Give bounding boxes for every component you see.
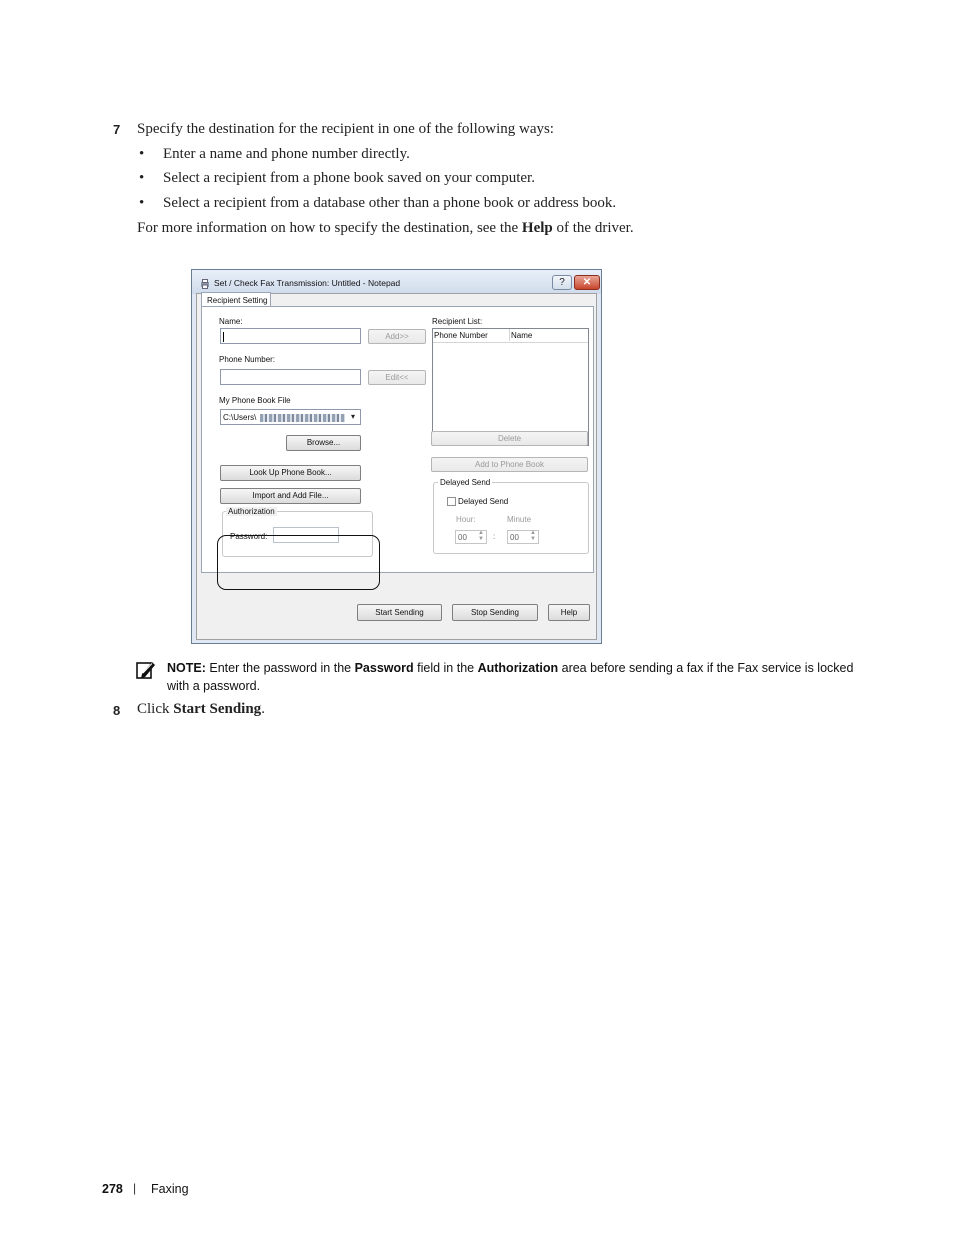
delayed-send-checkbox[interactable] [447, 497, 456, 506]
column-divider [509, 329, 510, 341]
import-add-file-button[interactable]: Import and Add File... [220, 488, 361, 504]
bullet-mark: • [139, 195, 145, 211]
recipient-list[interactable] [432, 328, 589, 446]
dialog-title: Set / Check Fax Transmission: Untitled - Notepad [214, 278, 401, 288]
help-question-button[interactable]: ? [552, 275, 572, 290]
name-input[interactable] [220, 328, 361, 344]
browse-button[interactable]: Browse... [286, 435, 361, 451]
edit-button[interactable]: Edit<< [368, 370, 426, 385]
dialog-title-bar [192, 270, 601, 294]
delayed-send-group [433, 478, 589, 554]
step-7-text: Specify the destination for the recipient in one of the following ways: [137, 121, 554, 137]
delete-button[interactable]: Delete [431, 431, 588, 446]
authorization-label: Authorization [228, 507, 275, 516]
delayed-send-checkbox-label: Delayed Send [458, 497, 509, 506]
name-label: Name: [219, 317, 243, 326]
look-up-phone-book-button[interactable]: Look Up Phone Book... [220, 465, 361, 481]
spin-up-icon[interactable]: ▲ [530, 530, 536, 536]
text-caret [223, 332, 224, 342]
fax-transmission-dialog [191, 269, 602, 644]
bullet-item-1: Enter a name and phone number directly. [163, 146, 410, 162]
step-7-number: 7 [113, 122, 121, 137]
close-button[interactable]: ✕ [574, 275, 600, 290]
tab-recipient-setting[interactable]: Recipient Setting [201, 292, 271, 307]
minute-label: Minute [507, 515, 532, 524]
add-button[interactable]: Add>> [368, 329, 426, 344]
note-line-1: NOTE: Enter the password in the Password field in the Authorization area before sending a fax if the Fax service is locked [167, 661, 854, 675]
footer-separator: | [133, 1181, 137, 1195]
bullet-item-2: Select a recipient from a phone book saved on your computer. [163, 170, 535, 186]
hour-label: Hour: [456, 515, 476, 524]
add-to-phone-book-button[interactable]: Add to Phone Book [431, 457, 588, 472]
step-8-text: Click Start Sending. [137, 701, 265, 717]
bullet-mark: • [139, 170, 145, 186]
help-button[interactable]: Help [548, 604, 590, 621]
step-8-number: 8 [113, 703, 121, 718]
hour-spinner[interactable]: 00 ▲ ▼ [455, 530, 487, 544]
start-sending-button[interactable]: Start Sending [357, 604, 442, 621]
list-header [433, 329, 588, 343]
footer-section: Faxing [151, 1182, 189, 1196]
stop-sending-button[interactable]: Stop Sending [452, 604, 538, 621]
delayed-send-group-label: Delayed Send [440, 478, 491, 487]
phone-book-file-label: My Phone Book File [219, 396, 291, 405]
spin-down-icon[interactable]: ▼ [478, 536, 484, 542]
spin-down-icon[interactable]: ▼ [530, 536, 536, 542]
password-label: Password: [230, 532, 268, 541]
page-number: 278 [102, 1182, 123, 1196]
bullet-mark: • [139, 146, 145, 162]
bullet-item-3: Select a recipient from a database other than a phone book or address book. [163, 195, 617, 211]
column-phone-number[interactable]: Phone Number [434, 331, 488, 340]
blurred-path [260, 414, 345, 422]
dialog-body [196, 293, 597, 640]
more-info-text: For more information on how to specify the destination, see the Help of the driver. [137, 220, 634, 236]
tab-panel [201, 306, 594, 573]
printer-icon [200, 276, 210, 286]
recipient-list-label: Recipient List: [432, 317, 483, 326]
phone-number-label: Phone Number: [219, 355, 276, 364]
authorization-highlight [217, 535, 380, 590]
note-pencil-icon [136, 660, 156, 680]
note-line-2: with a password. [167, 679, 261, 693]
column-name[interactable]: Name [511, 331, 533, 340]
time-colon: : [493, 532, 496, 541]
minute-spinner[interactable]: 00 ▲ ▼ [507, 530, 539, 544]
phone-book-file-select[interactable]: C:\Users\ ▾ [220, 409, 361, 425]
note-label: NOTE: [167, 661, 206, 675]
chevron-down-icon: ▾ [351, 412, 356, 421]
spin-up-icon[interactable]: ▲ [478, 530, 484, 536]
phone-number-input[interactable] [220, 369, 361, 385]
